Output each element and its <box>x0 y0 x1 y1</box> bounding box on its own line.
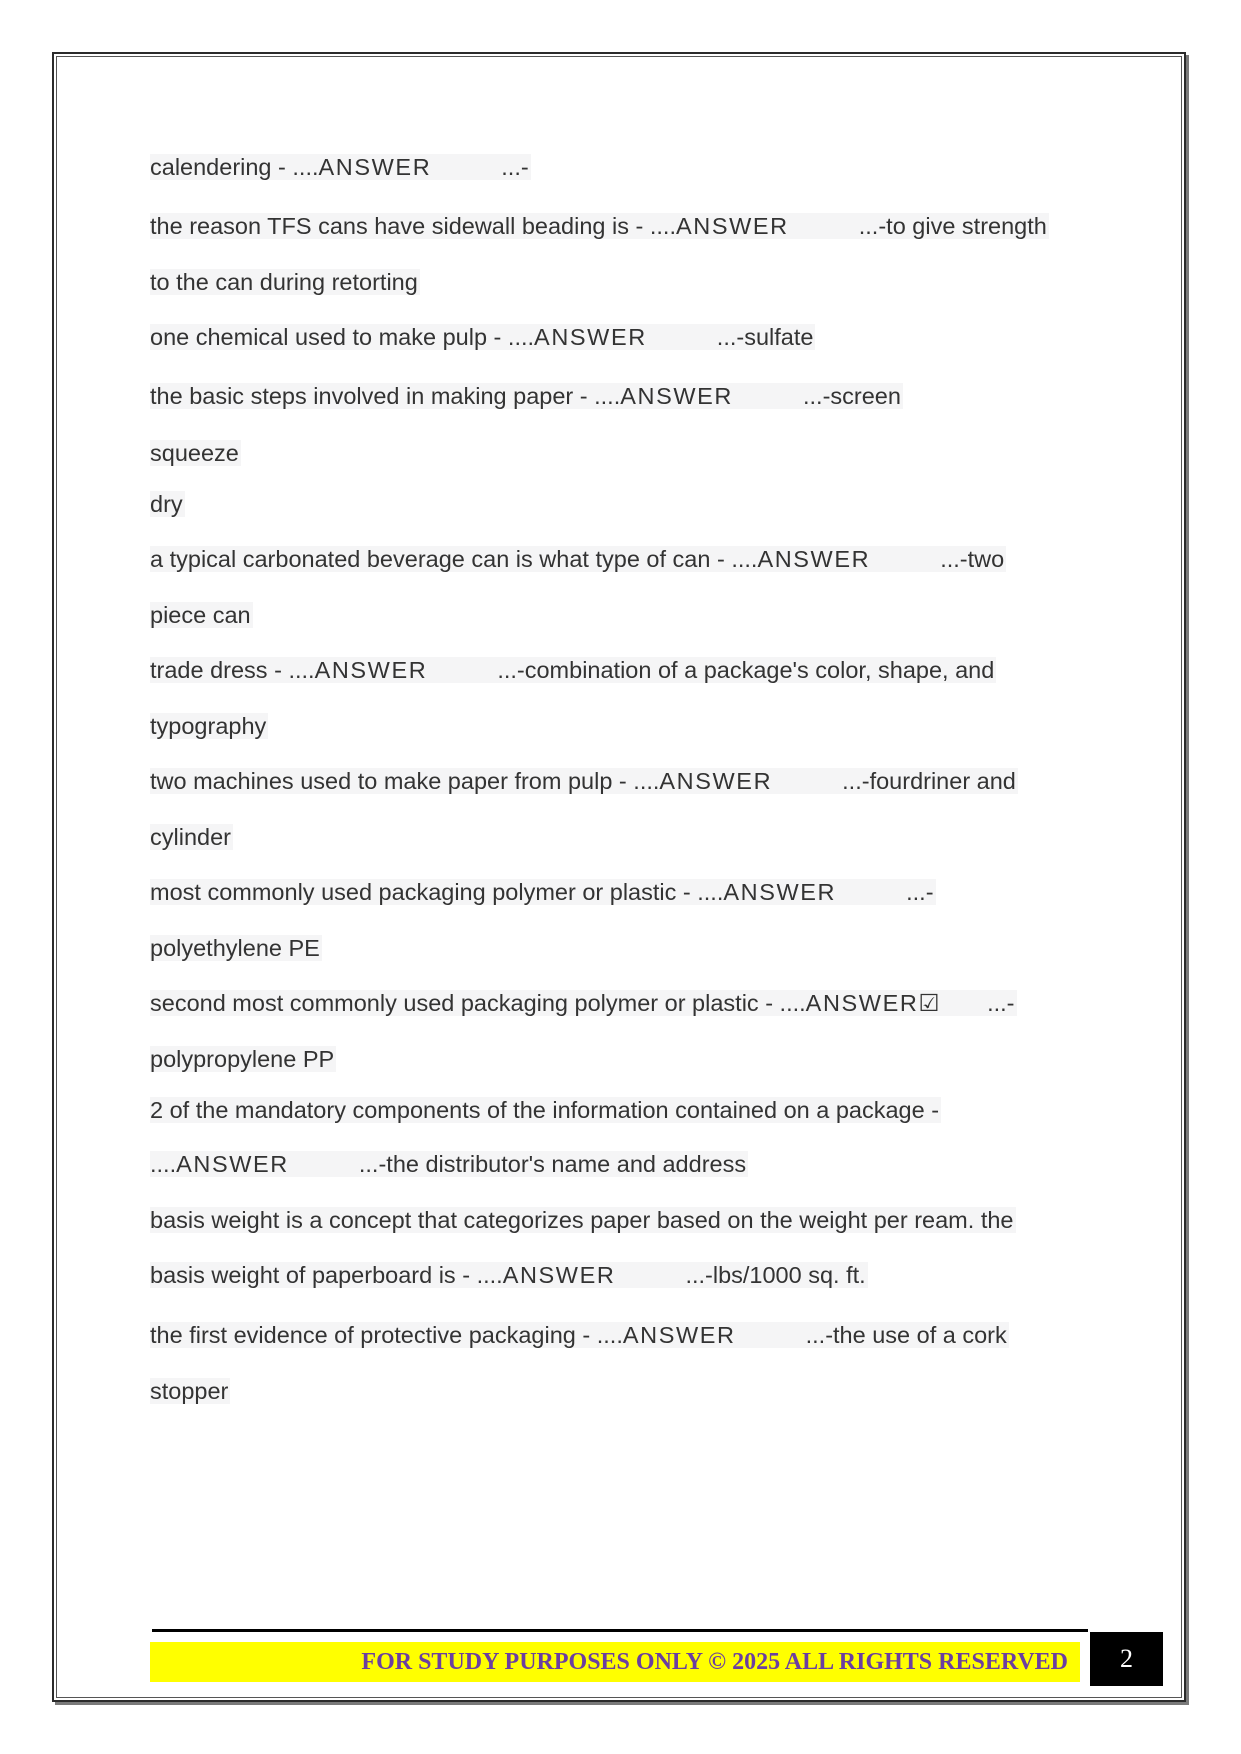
footer-notice-text: FOR STUDY PURPOSES ONLY © 2025 ALL RIGHTS RESERVED <box>361 1648 1068 1675</box>
qa-line: most commonly used packaging polymer or plastic - ....ANSWER ...- <box>150 879 934 905</box>
qa-line: trade dress - ....ANSWER ...-combination of a package's color, shape, and <box>150 657 995 683</box>
qa-line: dry <box>150 491 183 517</box>
qa-line: polypropylene PP <box>150 1046 335 1072</box>
qa-line: basis weight is a concept that categorizes paper based on the weight per ream. the <box>150 1207 1014 1233</box>
qa-line: a typical carbonated beverage can is what type of can - ....ANSWER ...-two <box>150 546 1005 572</box>
qa-line: stopper <box>150 1378 229 1404</box>
page-number <box>1090 1632 1163 1686</box>
qa-line: cylinder <box>150 824 231 850</box>
footer-rule <box>152 1629 1088 1632</box>
qa-line: the basic steps involved in making paper - ....ANSWER ...-screen <box>150 383 901 409</box>
qa-line: polyethylene PE <box>150 935 320 961</box>
qa-line: piece can <box>150 602 251 628</box>
qa-line: the reason TFS cans have sidewall beading is - ....ANSWER ...-to give strength <box>150 213 1047 239</box>
qa-line: basis weight of paperboard is - ....ANSWER ...-lbs/1000 sq. ft. <box>150 1262 866 1288</box>
qa-line: 2 of the mandatory components of the information contained on a package - <box>150 1097 940 1123</box>
qa-line: squeeze <box>150 440 239 466</box>
qa-line: calendering - ....ANSWER ...- <box>150 154 529 180</box>
qa-line: typography <box>150 713 267 739</box>
page-number-text: 2 <box>1120 1644 1133 1673</box>
qa-line: second most commonly used packaging polymer or plastic - ....ANSWER☑ ...- <box>150 990 1015 1016</box>
qa-line: two machines used to make paper from pulp - ....ANSWER ...-fourdriner and <box>150 768 1016 794</box>
qa-line: ....ANSWER ...-the distributor's name and address <box>150 1151 747 1177</box>
qa-line: one chemical used to make pulp - ....ANSWER ...-sulfate <box>150 324 814 350</box>
footer-notice <box>150 1642 1080 1682</box>
qa-line: the first evidence of protective packaging - ....ANSWER ...-the use of a cork <box>150 1322 1007 1348</box>
qa-line: to the can during retorting <box>150 269 418 295</box>
